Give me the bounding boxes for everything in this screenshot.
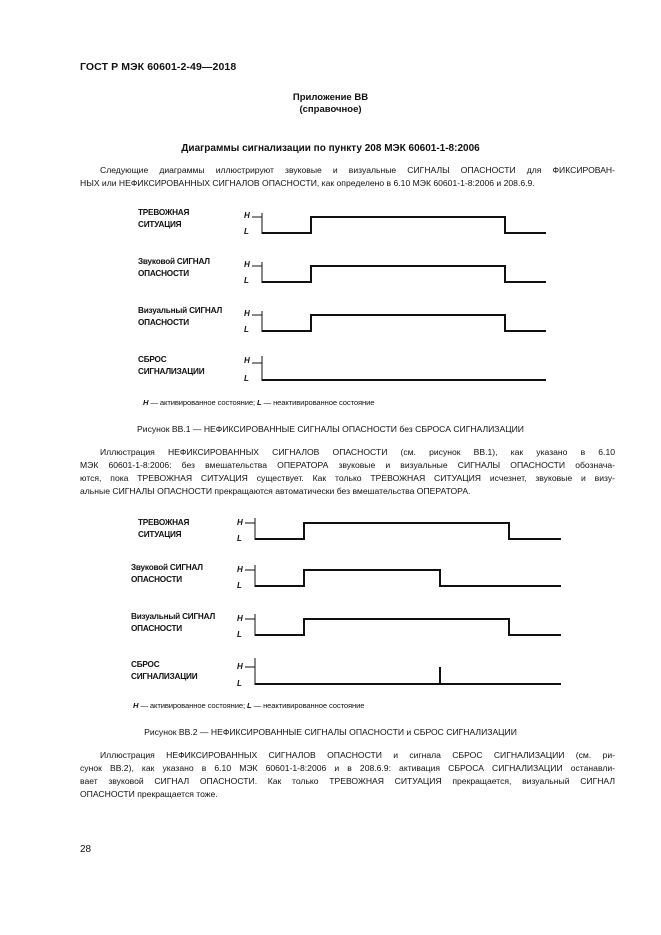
fig1-caption: Рисунок ВВ.1 — НЕФИКСИРОВАННЫЕ СИГНАЛЫ ОПАСНОСТИ без СБРОСА СИГНАЛИЗАЦИИ xyxy=(137,424,524,434)
fig2-l-level-2: L xyxy=(237,630,242,639)
fig2-waveform-audio-signal xyxy=(255,570,561,586)
page-number: 28 xyxy=(80,844,92,855)
fig2-waveform-reset xyxy=(255,667,561,684)
paragraph-2 xyxy=(80,446,615,498)
fig2-label-alarm-situation: ТРЕВОЖНАЯ СИТУАЦИЯ xyxy=(138,518,190,539)
p2-line-2: МЭК 60601-1-8:2006: без вмешательства ОПЕРАТОРА звуковые и визуальные СИГНАЛЫ ОПАСНОСТИ обознача- xyxy=(80,460,615,470)
intro-line-1: Следующие диаграммы иллюстрируют звуковые и визуальные СИГНАЛЫ ОПАСНОСТИ для ФИКСИРОВАН- xyxy=(100,165,615,175)
fig1-l-level-1: L xyxy=(244,276,249,285)
p3-line-3: вает звуковой СИГНАЛ ОПАСНОСТИ. Как только ТРЕВОЖНАЯ СИТУАЦИЯ прекращается, визуальный СИГНАЛ xyxy=(80,776,615,786)
p2-line-3: ются, пока ТРЕВОЖНАЯ СИТУАЦИЯ существует. Как только ТРЕВОЖНАЯ СИТУАЦИЯ исчезнет, звуковые и визу- xyxy=(80,473,615,483)
fig2-label-audio-signal: Звуковой СИГНАЛ ОПАСНОСТИ xyxy=(131,563,203,584)
standard-header: ГОСТ Р МЭК 60601-2-49—2018 xyxy=(80,61,237,73)
fig1-label-visual-signal: Визуальный СИГНАЛ ОПАСНОСТИ xyxy=(138,306,222,327)
paragraph-3 xyxy=(80,749,615,801)
section-title: Диаграммы сигнализации по пункту 208 МЭК 60601-1-8:2006 xyxy=(181,143,480,154)
fig1-l-level-2: L xyxy=(244,325,249,334)
p2-line-4: альные СИГНАЛЫ ОПАСНОСТИ прекращаются автоматически без вмешательства ОПЕРАТОРА. xyxy=(80,486,471,496)
fig2-label-visual-signal: Визуальный СИГНАЛ ОПАСНОСТИ xyxy=(131,612,215,633)
fig2-h-level-3: H xyxy=(237,662,243,671)
intro-line-2: НЫХ или НЕФИКСИРОВАННЫХ СИГНАЛОВ ОПАСНОСТИ, как определено в 6.10 МЭК 60601-1-8:2006 и 208.6.9. xyxy=(80,178,535,188)
fig1-label-reset: СБРОС СИГНАЛИЗАЦИИ xyxy=(138,355,205,376)
fig2-label-reset: СБРОС СИГНАЛИЗАЦИИ xyxy=(131,660,198,681)
fig2-caption: Рисунок ВВ.2 — НЕФИКСИРОВАННЫЕ СИГНАЛЫ ОПАСНОСТИ и СБРОС СИГНАЛИЗАЦИИ xyxy=(144,727,517,737)
fig1-waveform-audio-signal xyxy=(262,266,546,282)
fig2-waveform-alarm-situation xyxy=(255,523,561,539)
annex-title: Приложение ВВ xyxy=(292,92,369,103)
fig1-h-level-0: H xyxy=(244,211,250,220)
fig1-h-level-2: H xyxy=(244,309,250,318)
fig2-legend: H — активированное состояние; L — неактивированное состояние xyxy=(133,701,365,710)
p3-line-4: ОПАСНОСТИ прекращается тоже. xyxy=(80,789,218,799)
p3-line-2: сунок ВВ.2), как указано в 6.10 МЭК 60601-1-8:2006 и в 208.6.9: активация СБРОСА СИГНАЛИЗАЦИИ останавли- xyxy=(80,763,615,773)
fig1-l-level-3: L xyxy=(244,374,249,383)
p3-line-1: Иллюстрация НЕФИКСИРОВАННЫХ СИГНАЛОВ ОПАСНОСТИ и сигнала СБРОС СИГНАЛИЗАЦИИ (см. ри- xyxy=(100,750,615,760)
fig2-h-level-1: H xyxy=(237,565,243,574)
fig1-h-level-3: H xyxy=(244,356,250,365)
fig2-h-level-0: H xyxy=(237,518,243,527)
intro-paragraph xyxy=(80,164,615,190)
fig2-l-level-1: L xyxy=(237,581,242,590)
fig1-label-audio-signal: Звуковой СИГНАЛ ОПАСНОСТИ xyxy=(138,257,210,278)
fig1-l-level-0: L xyxy=(244,227,249,236)
fig1-waveform-visual-signal xyxy=(262,315,546,331)
fig2-l-level-3: L xyxy=(237,679,242,688)
p2-line-1: Иллюстрация НЕФИКСИРОВАННЫХ СИГНАЛОВ ОПАСНОСТИ (см. рисунок ВВ.1), как указано в 6.10 xyxy=(100,447,615,457)
fig2-h-level-2: H xyxy=(237,614,243,623)
fig1-h-level-1: H xyxy=(244,260,250,269)
fig2-l-level-0: L xyxy=(237,534,242,543)
fig1-legend: H — активированное состояние; L — неактивированное состояние xyxy=(143,398,375,407)
annex-note: (справочное) xyxy=(299,104,362,115)
fig1-waveform-alarm-situation xyxy=(262,217,546,233)
fig1-label-alarm-situation: ТРЕВОЖНАЯ СИТУАЦИЯ xyxy=(138,208,190,229)
fig2-waveform-visual-signal xyxy=(255,619,561,635)
